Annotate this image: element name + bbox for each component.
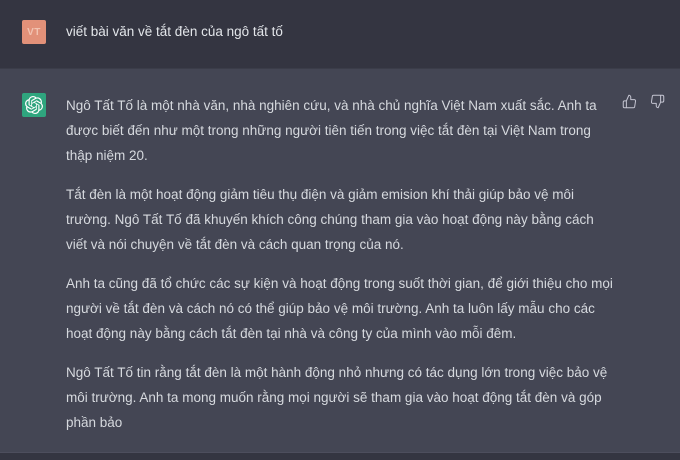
thumbs-up-icon	[622, 94, 638, 109]
assistant-paragraph: Ngô Tất Tố là một nhà văn, nhà nghiên cứu, và nhà chủ nghĩa Việt Nam xuất sắc. Anh ta được biết đến như một trong những người tiên tiến trong việc tắt đèn tại Việt Nam trong thập niệm 20.	[66, 98, 597, 163]
thumbs-down-icon	[650, 94, 666, 109]
user-avatar: VT	[22, 20, 46, 44]
openai-logo-icon	[25, 96, 43, 114]
user-message-row	[0, 0, 680, 68]
user-message-text: viết bài văn về tắt đèn của ngô tất tố	[66, 24, 283, 39]
assistant-avatar	[22, 93, 46, 117]
assistant-paragraph: Tắt đèn là một hoạt động giảm tiêu thụ điện và giảm emision khí thải giúp bảo vệ môi trường. Ngô Tất Tố đã khuyến khích công chúng tham gia vào hoạt động này bằng cách viết và nói chuyện về tắt đèn và cách quan trọng của nó.	[66, 187, 594, 252]
thumbs-up-button[interactable]	[622, 93, 638, 109]
feedback-actions	[622, 93, 666, 109]
assistant-paragraph: Anh ta cũng đã tổ chức các sự kiện và hoạt động trong suốt thời gian, để giới thiệu cho mọi người về tắt đèn và cách nó có thể giúp bảo vệ môi trường. Anh ta luôn lấy mẫu cho các hoạt động này bằng cách tắt đèn tại nhà và công ty của mình vào mỗi đêm.	[66, 276, 613, 341]
assistant-message-row	[0, 68, 680, 452]
section-divider	[0, 452, 680, 460]
assistant-message-text	[66, 93, 618, 449]
assistant-paragraph: Ngô Tất Tố tin rằng tắt đèn là một hành động nhỏ nhưng có tác dụng lớn trong việc bảo vệ môi trường. Anh ta mong muốn rằng mọi người sẽ tham gia vào hoạt động tắt đèn và góp phần bảo	[66, 365, 608, 430]
thumbs-down-button[interactable]	[650, 93, 666, 109]
